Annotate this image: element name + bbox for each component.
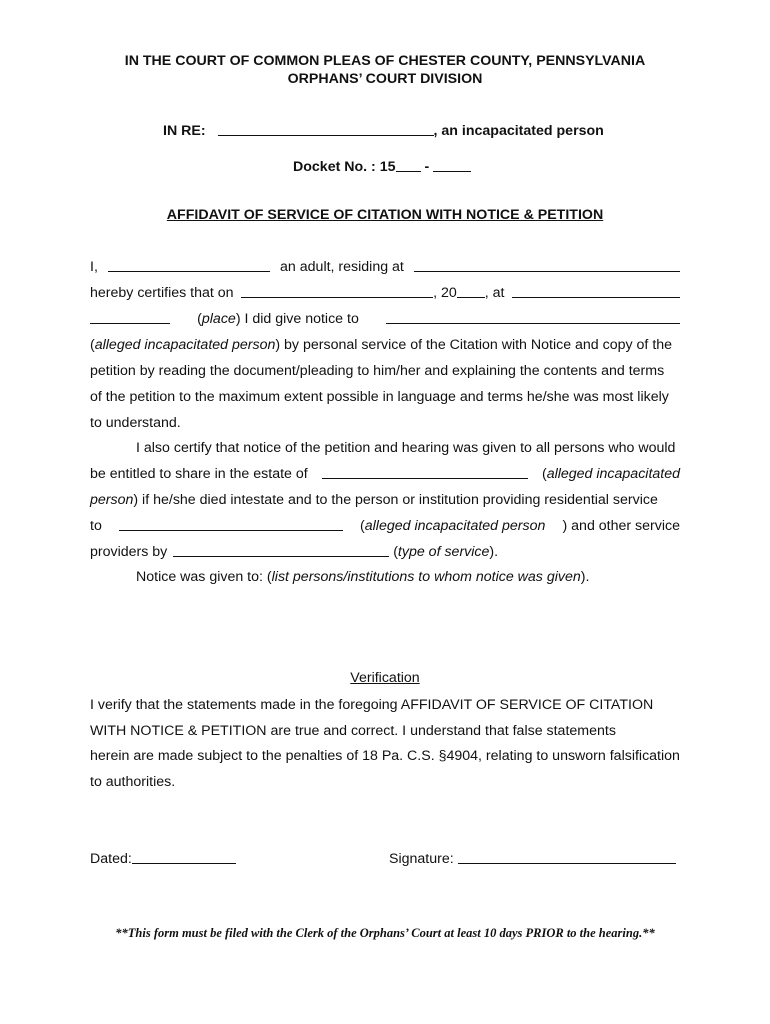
paren-open: (	[197, 311, 202, 327]
affidavit-title: AFFIDAVIT OF SERVICE OF CITATION WITH NOTICE & PETITION	[166, 207, 604, 223]
paren-close: ).	[489, 544, 499, 560]
estate-name-field[interactable]	[322, 464, 528, 479]
place-field[interactable]	[90, 309, 170, 324]
p2-line-5	[90, 542, 680, 562]
service-providers-field[interactable]	[173, 542, 389, 557]
verification-line-1: I verify that the statements made in the foregoing AFFIDAVIT OF SERVICE OF CITATION	[90, 697, 654, 713]
dated-label: Dated:	[90, 851, 132, 867]
body-line-2	[90, 283, 680, 303]
court-heading: IN THE COURT OF COMMON PLEAS OF CHESTER COUNTY, PENNSYLVANIA	[124, 53, 646, 69]
signature-label: Signature:	[389, 851, 454, 867]
verification-heading: Verification	[350, 670, 420, 686]
in-re-name-field[interactable]	[218, 121, 434, 136]
certifies-text: hereby certifies that on	[90, 285, 234, 301]
alleged-incapacitated-label: alleged incapacitated	[546, 466, 680, 482]
body-line-5: petition by reading the document/pleading to him/her and explaining the contents and terms	[90, 363, 665, 379]
signature-line	[389, 849, 676, 867]
type-of-service-label: type of service	[397, 544, 490, 560]
alleged-person-label: alleged incapacitated person	[94, 337, 276, 353]
declarant-name-field[interactable]	[108, 257, 270, 272]
paren-open: (	[393, 544, 398, 560]
in-re-line	[163, 121, 604, 139]
p2-line-1: I also certify that notice of the petition and hearing was given to all persons who would	[136, 440, 676, 456]
notice-given-line	[136, 567, 680, 587]
body-line-4	[90, 335, 680, 355]
body-line-6: of the petition to the maximum extent possible in language and terms he/she was most likely	[90, 389, 669, 405]
docket-prefix: 15	[379, 159, 396, 175]
division-heading: ORPHANS’ COURT DIVISION	[287, 71, 483, 87]
adult-residing-text: an adult, residing at	[280, 259, 404, 275]
verification-line-2: WITH NOTICE & PETITION are true and correct. I understand that false statements	[90, 723, 616, 739]
notice-list-label: list persons/institutions to whom notice was given	[271, 569, 581, 585]
docket-year-field[interactable]	[396, 157, 421, 172]
year-field[interactable]	[457, 283, 485, 298]
p2-line-4	[90, 516, 680, 536]
time-field[interactable]	[512, 283, 680, 298]
verification-line-3: herein are made subject to the penalties of 18 Pa. C.S. §4904, relating to unsworn falsification	[90, 748, 680, 764]
paren-open: (	[360, 518, 365, 534]
verification-line-4: to authorities.	[90, 774, 176, 790]
docket-dash: -	[424, 159, 430, 175]
residence-field[interactable]	[414, 257, 680, 272]
residential-provider-field[interactable]	[119, 516, 343, 531]
intestate-text: ) if he/she died intestate and to the person or institution providing residential service	[133, 492, 658, 508]
declarant-label: I,	[90, 259, 98, 275]
docket-number-field[interactable]	[433, 157, 471, 172]
other-service-text: ) and other service	[562, 518, 680, 534]
personal-service-text: ) by personal service of the Citation with Notice and copy of the	[275, 337, 673, 353]
p2-line-3	[90, 490, 680, 510]
providers-by-text: providers by	[90, 544, 168, 560]
in-re-suffix: , an incapacitated person	[433, 123, 604, 139]
did-give-notice-text: ) I did give notice to	[235, 311, 359, 327]
notice-given-text: Notice was given to: (	[136, 569, 272, 585]
body-line-7: to understand.	[90, 415, 181, 431]
in-re-label: IN RE:	[163, 123, 206, 139]
place-label: place	[201, 311, 236, 327]
p2-line-2	[90, 464, 680, 484]
paren-open: (	[541, 466, 547, 482]
signature-field[interactable]	[458, 849, 676, 864]
person-label: person	[90, 492, 134, 508]
notice-recipient-field[interactable]	[386, 309, 680, 324]
date-field[interactable]	[241, 283, 433, 298]
year-text: , 20	[433, 285, 457, 301]
filing-notice: **This form must be filed with the Clerk of the Orphans’ Court at least 10 days PRIOR to the hearing.**	[115, 926, 655, 940]
paren-open: (	[90, 337, 95, 353]
body-line-1	[90, 257, 680, 277]
dated-field[interactable]	[132, 849, 236, 864]
to-text: to	[90, 518, 102, 534]
docket-label: Docket No. :	[293, 159, 376, 175]
at-text: , at	[484, 285, 505, 301]
paren-close: ).	[580, 569, 590, 585]
docket-line	[293, 157, 471, 175]
dated-line	[90, 849, 236, 867]
alleged-person-label-2: alleged incapacitated person	[364, 518, 546, 534]
body-line-3	[90, 309, 680, 329]
estate-text: be entitled to share in the estate of	[90, 466, 308, 482]
